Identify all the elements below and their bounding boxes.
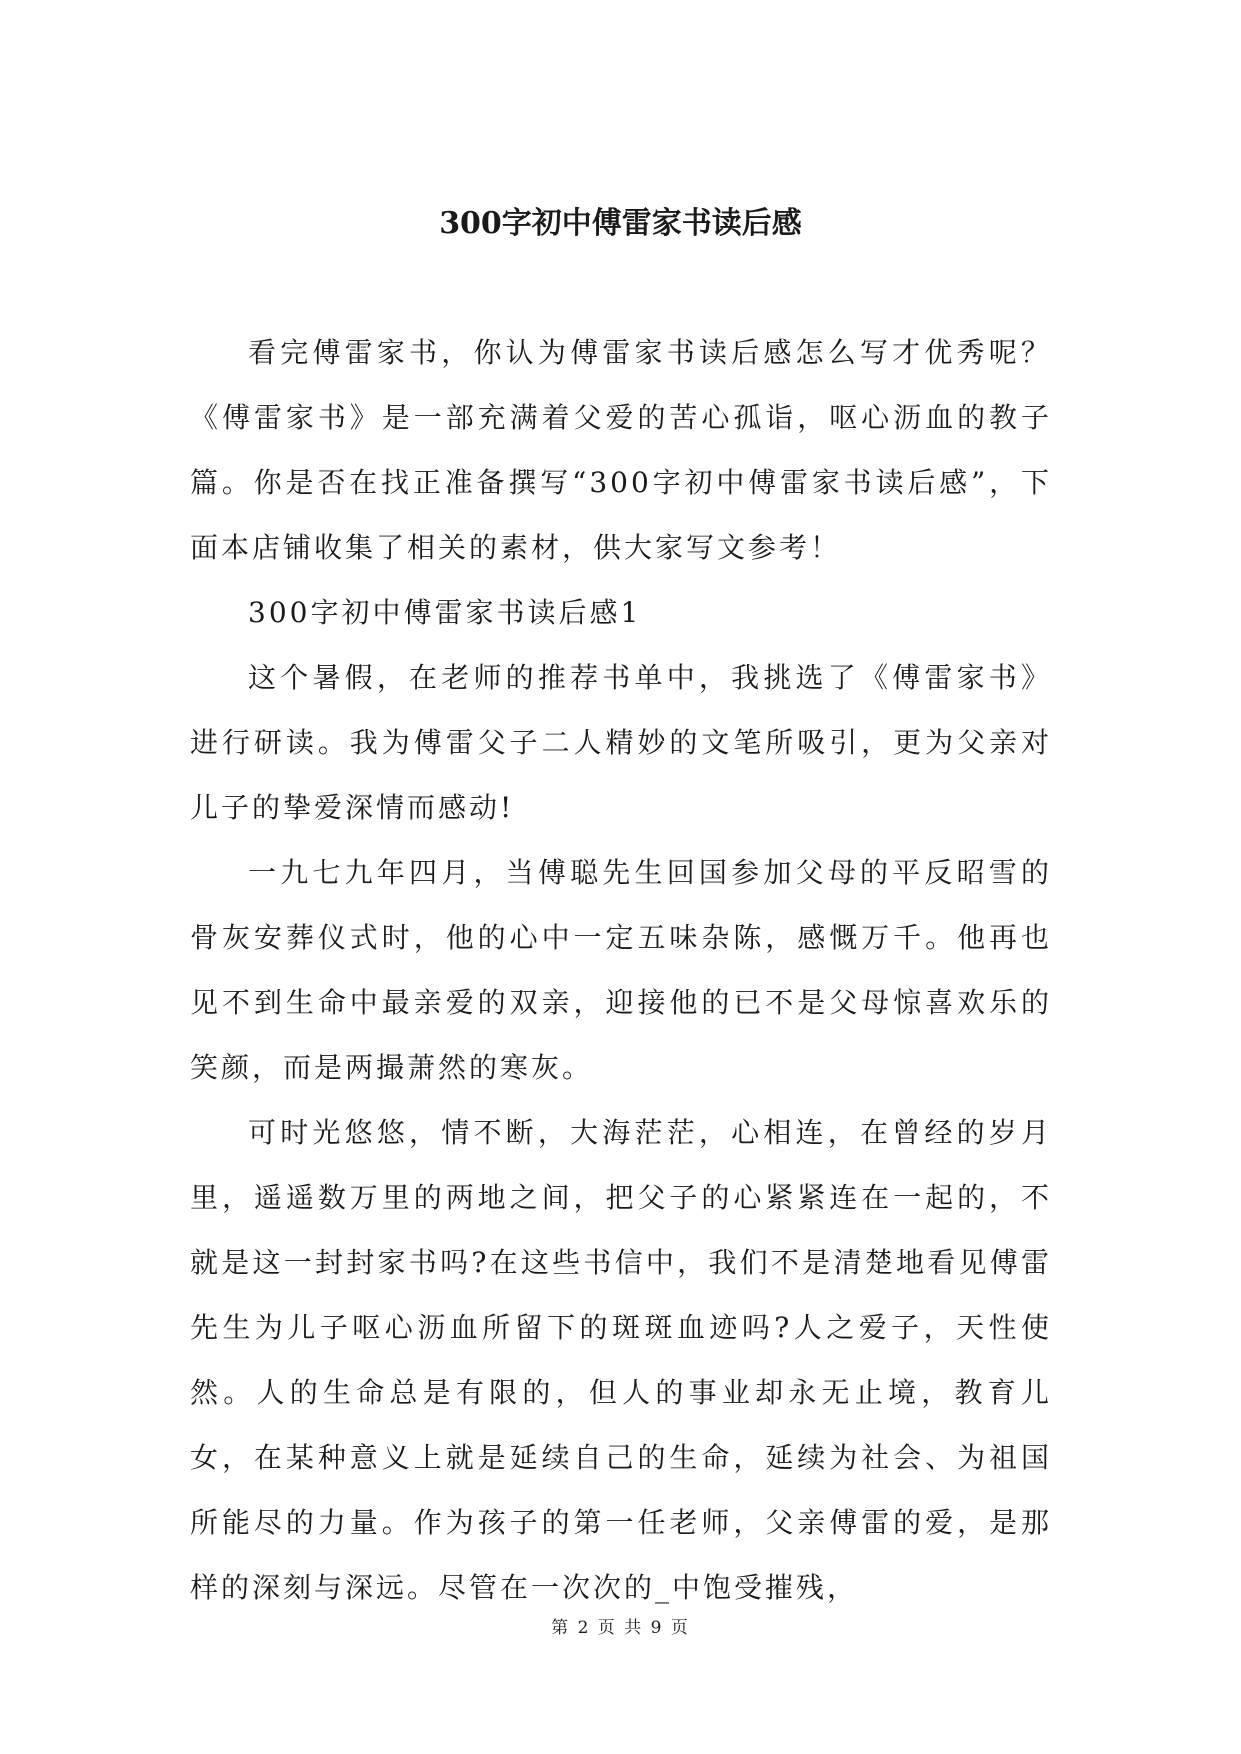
section-heading: 300字初中傅雷家书读后感1 bbox=[248, 596, 642, 629]
paragraph: 这个暑假，在老师的推荐书单中，我挑选了《傅雷家书》进行研读。我为傅雷父子二人精妙的文笔所吸引，更为父亲对儿子的挚爱深情而感动! bbox=[190, 661, 1052, 824]
paragraph-intro: 看完傅雷家书，你认为傅雷家书读后感怎么写才优秀呢？《傅雷家书》是一部充满着父爱的苦心孤诣，呕心沥血的教子篇。你是否在找正准备撰写“300字初中傅雷家书读后感”，下面本店铺收集了相关的素材，供大家写文参考！ bbox=[190, 336, 1052, 564]
document-title: 300字初中傅雷家书读后感 bbox=[439, 206, 802, 241]
paragraph: 可时光悠悠，情不断，大海茫茫，心相连，在曾经的岁月里，遥遥数万里的两地之间，把父子的心紧紧连在一起的，不就是这一封封家书吗?在这些书信中，我们不是清楚地看见傅雷先生为儿子呕心沥血所留下的斑斑血迹吗?人之爱子，天性使然。人的生命总是有限的，但人的事业却永无止境，教育儿女，在某种意义上就是延续自己的生命，延续为社会、为祖国所能尽的力量。作为孩子的第一任老师，父亲傅雷的爱，是那样的深刻与深远。尽管在一次次的_中饱受摧残， bbox=[190, 1116, 1052, 1604]
document-body bbox=[190, 320, 1052, 1620]
page-number-footer: 第 2 页 共 9 页 bbox=[551, 1618, 690, 1638]
paragraph: 一九七九年四月，当傅聪先生回国参加父母的平反昭雪的骨灰安葬仪式时，他的心中一定五味杂陈，感慨万千。他再也见不到生命中最亲爱的双亲，迎接他的已不是父母惊喜欢乐的笑颜，而是两撮萧然的寒灰。 bbox=[190, 856, 1052, 1084]
